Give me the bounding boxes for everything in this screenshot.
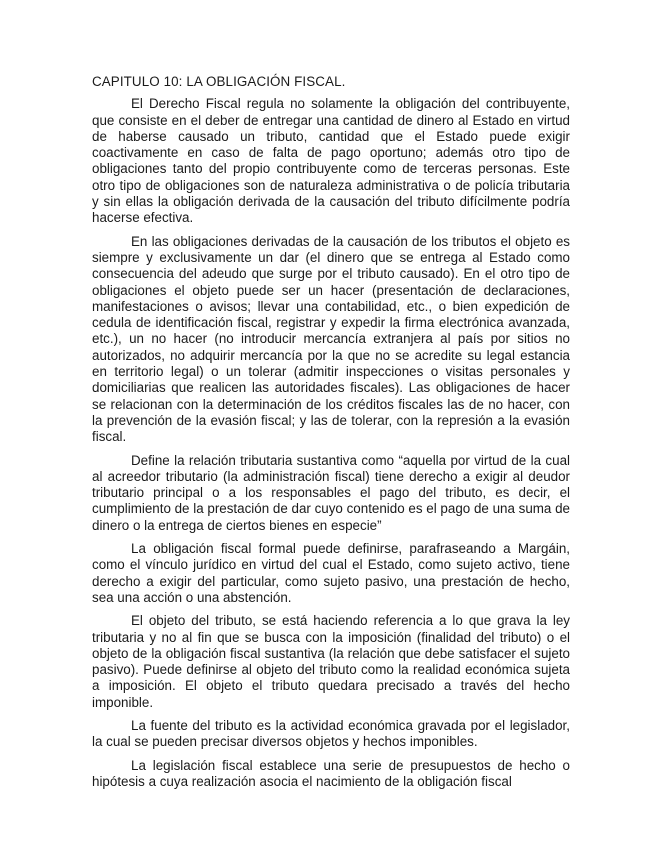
paragraph-2: En las obligaciones derivadas de la causación de los tributos el objeto es siempre y exclusivamente un dar (el dinero que se entrega al Estado como consecuencia del adeudo que surge por el tributo causado). En el otro tipo de obligaciones el objeto puede ser un hacer (presentación de declaraciones, manifestaciones o avisos; llevar una contabilidad, etc., o bien expedición de cedula de identificación fiscal, registrar y expedir la firma electrónica avanzada, etc.), un no hacer (no introducir mercancía extranjera al país por sitios no autorizados, no adquirir mercancía por la que no se acredite su legal estancia en territorio legal) o un tolerar (admitir inspecciones o visitas personales y domiciliarias que realicen las autoridades fiscales). Las obligaciones de hacer se relacionan con la determinación de los créditos fiscales las de no hacer, con la prevención de la evasión fiscal; y las de tolerar, con la represión a la evasión fiscal.	[92, 233, 570, 445]
paragraph-1: El Derecho Fiscal regula no solamente la obligación del contribuyente, que consiste en el deber de entregar una cantidad de dinero al Estado en virtud de haberse causado un tributo, cantidad que el Estado puede exigir coactivamente en caso de falta de pago oportuno; además otro tipo de obligaciones tanto del propio contribuyente como de terceras personas. Este otro tipo de obligaciones son de naturaleza administrativa o de policía tributaria y sin ellas la obligación derivada de la causación del tributo difícilmente podría hacerse efectiva.	[92, 96, 570, 226]
paragraph-4: La obligación fiscal formal puede definirse, parafraseando a Margáin, como el vínculo jurídico en virtud del cual el Estado, como sujeto activo, tiene derecho a exigir del particular, como sujeto pasivo, una prestación de hecho, sea una acción o una abstención.	[92, 541, 570, 605]
paragraph-7: La legislación fiscal establece una serie de presupuestos de hecho o hipótesis a cuya realización asocia el nacimiento de la obligación fiscal	[92, 757, 570, 789]
paragraph-6: La fuente del tributo es la actividad económica gravada por el legislador, la cual se pueden precisar diversos objetos y hechos imponibles.	[92, 717, 570, 750]
paragraph-3: Define la relación tributaria sustantiva como “aquella por virtud de la cual al acreedor tributario (la administración fiscal) tiene derecho a exigir al deudor tributario principal o a los responsables el pago del tributo, es decir, el cumplimiento de la prestación de dar cuyo contenido es el pago de una suma de dinero o la entrega de ciertos bienes en especie”	[92, 452, 570, 533]
chapter-heading: CAPITULO 10: LA OBLIGACIÓN FISCAL.	[92, 74, 346, 89]
document-page	[92, 74, 570, 797]
paragraph-5: El objeto del tributo, se está haciendo referencia a lo que grava la ley tributaria y no al fin que se busca con la imposición (finalidad del tributo) o el objeto de la obligación fiscal sustantiva (la relación que debe satisfacer el sujeto pasivo). Puede definirse al objeto del tributo como la realidad económica sujeta a imposición. El objeto el tributo quedara precisado a través del hecho imponible.	[92, 613, 570, 710]
